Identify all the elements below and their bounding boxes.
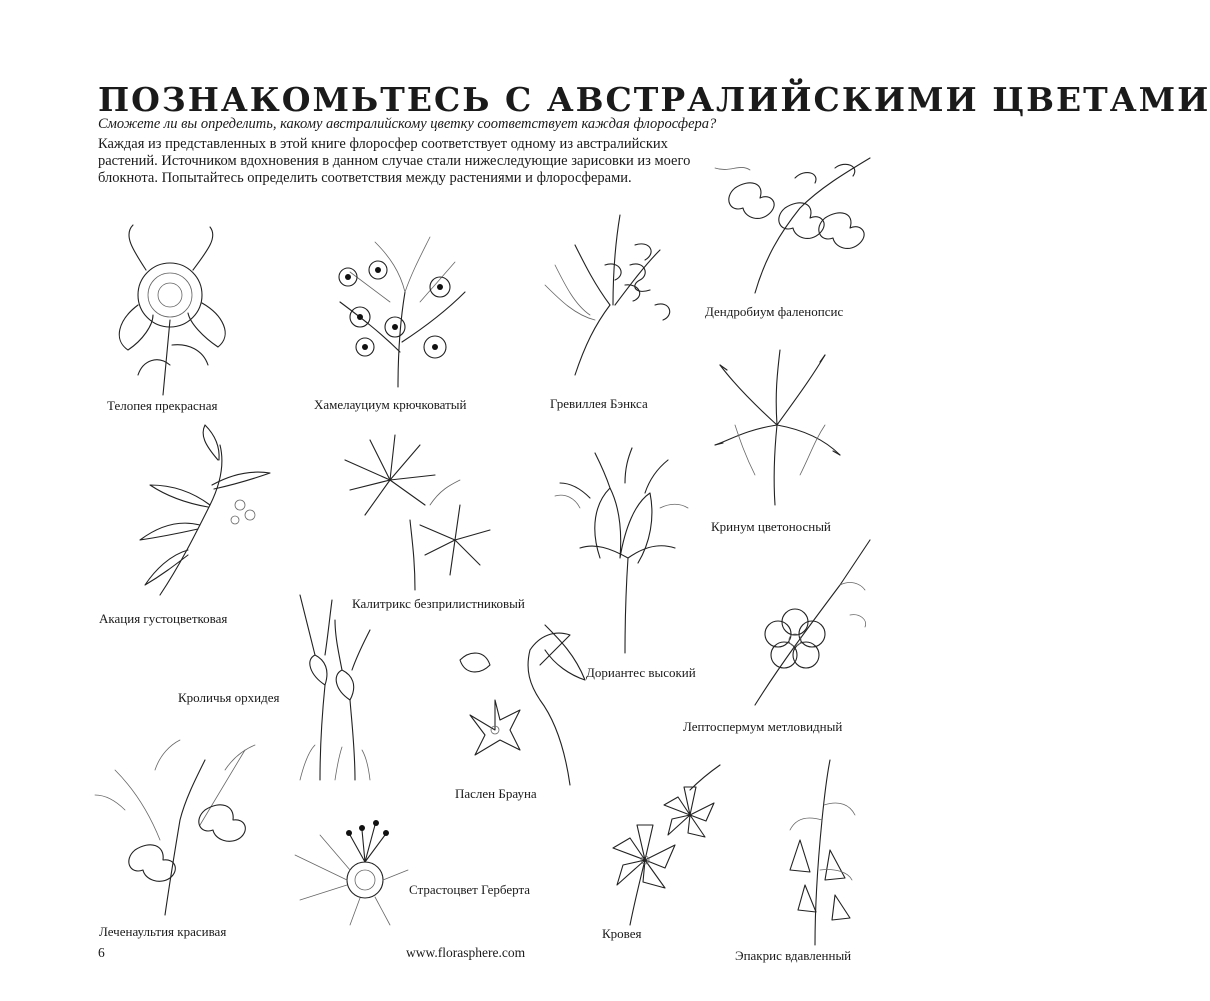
plant-label-leptospermum: Лептоспермум метловидный bbox=[683, 719, 843, 734]
plant-label-calytrix: Калитрикс безприлистниковый bbox=[352, 596, 525, 611]
plant-label-solanum: Паслен Брауна bbox=[455, 786, 537, 801]
plant-label-crowea: Кровея bbox=[602, 926, 642, 941]
intro-paragraph: Каждая из представленных в этой книге флоросфер соответствует одному из австралийских растений. Источником вдохновения в данном случае стали нижеследующие зарисовки из моего блокнота. Попытайтесь определить соответствия между растениями и флоросферами. bbox=[98, 136, 691, 186]
epacris-illustration bbox=[760, 760, 875, 950]
page-number: 6 bbox=[98, 945, 105, 960]
website-link[interactable]: www.florasphere.com bbox=[406, 945, 526, 960]
passiflora-illustration bbox=[290, 800, 410, 930]
dendrobium-illustration bbox=[695, 148, 885, 298]
plant-label-telopea: Телопея прекрасная bbox=[107, 398, 218, 413]
plant-label-epacris: Эпакрис вдавленный bbox=[735, 948, 852, 963]
plant-label-rabbit-orchid: Кроличья орхидея bbox=[178, 690, 280, 705]
page-subtitle: Сможете ли вы определить, какому австралийскому цветку соответствует каждая флоросфера? bbox=[98, 116, 717, 132]
chamelaucium-illustration bbox=[320, 232, 480, 392]
calytrix-illustration bbox=[330, 430, 500, 595]
plant-label-passiflora: Страстоцвет Герберта bbox=[409, 882, 531, 897]
lechenaultia-illustration bbox=[95, 730, 280, 920]
leptospermum-illustration bbox=[740, 535, 880, 710]
plant-label-grevillea: Гревиллея Бэнкса bbox=[550, 396, 648, 411]
rabbit-orchid-illustration bbox=[280, 585, 395, 785]
plant-label-crinum: Кринум цветоносный bbox=[711, 519, 831, 534]
plant-label-lechenaultia: Леченаультия красивая bbox=[99, 924, 227, 939]
grevillea-illustration bbox=[535, 205, 690, 380]
solanum-illustration bbox=[440, 620, 590, 790]
telopea-illustration bbox=[98, 225, 248, 400]
plant-label-acacia: Акация густоцветковая bbox=[99, 611, 228, 626]
page-title: ПОЗНАКОМЬТЕСЬ С АВСТРАЛИЙСКИМИ ЦВЕТАМИ bbox=[98, 80, 1210, 119]
plant-label-doryanthes: Дориантес высокий bbox=[586, 665, 696, 680]
crinum-illustration bbox=[715, 345, 845, 510]
acacia-illustration bbox=[100, 425, 280, 600]
plant-label-dendrobium: Дендробиум фаленопсис bbox=[705, 304, 844, 319]
plant-label-chamelaucium: Хамелауциум крючковатый bbox=[314, 397, 467, 412]
crowea-illustration bbox=[590, 760, 730, 930]
